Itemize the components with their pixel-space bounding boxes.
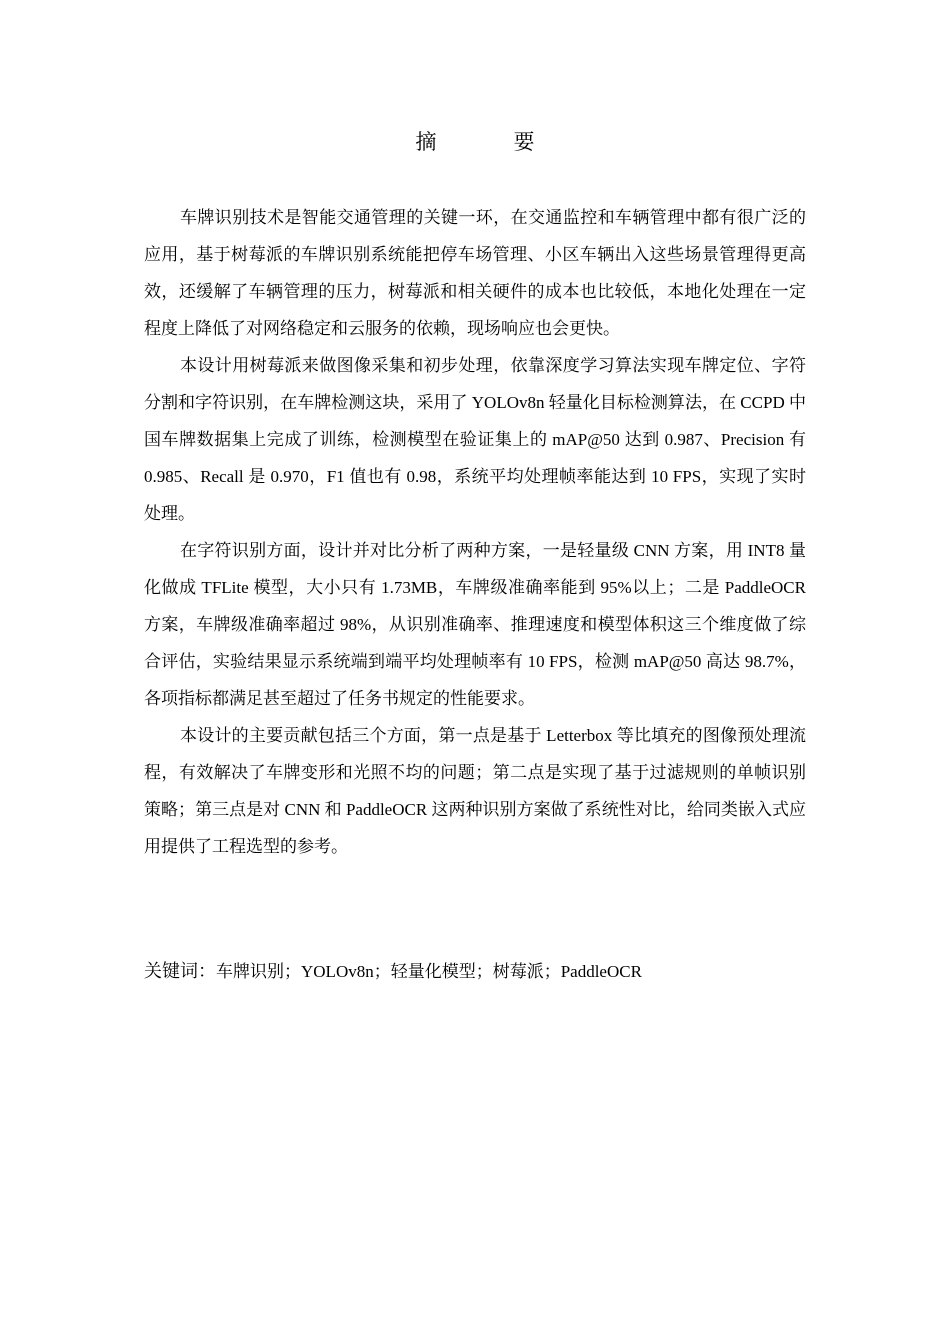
abstract-body	[144, 199, 806, 865]
keywords-label: 关键词：	[144, 961, 216, 982]
abstract-paragraph-1: 车牌识别技术是智能交通管理的关键一环，在交通监控和车辆管理中都有很广泛的应用，基于树莓派的车牌识别系统能把停车场管理、小区车辆出入这些场景管理得更高效，还缓解了车辆管理的压力，树莓派和相关硬件的成本也比较低，本地化处理在一定程度上降低了对网络稳定和云服务的依赖，现场响应也会更快。	[144, 208, 806, 338]
abstract-title: 摘 要	[415, 130, 563, 154]
keywords-text: 车牌识别；YOLOv8n；轻量化模型；树莓派；PaddleOCR	[216, 962, 642, 981]
abstract-paragraph-4: 本设计的主要贡献包括三个方面，第一点是基于 Letterbox 等比填充的图像预处理流程，有效解决了车牌变形和光照不均的问题；第二点是实现了基于过滤规则的单帧识别策略；第三点是对 CNN 和 PaddleOCR 这两种识别方案做了系统性对比，给同类嵌入式应用提供了工程选型的参考。	[144, 726, 806, 856]
abstract-paragraph-2: 本设计用树莓派来做图像采集和初步处理，依靠深度学习算法实现车牌定位、字符分割和字符识别，在车牌检测这块，采用了 YOLOv8n 轻量化目标检测算法，在 CCPD 中国车牌数据集上完成了训练，检测模型在验证集上的 mAP@50 达到 0.987、Precision 有 0.985、Recall 是 0.970，F1 值也有 0.98，系统平均处理帧率能达到 10 FPS，实现了实时处理。	[144, 356, 806, 523]
keywords-line	[144, 955, 806, 989]
abstract-paragraph-3: 在字符识别方面，设计并对比分析了两种方案，一是轻量级 CNN 方案，用 INT8 量化做成 TFLite 模型，大小只有 1.73MB，车牌级准确率能到 95%以上；二是 PaddleOCR 方案，车牌级准确率超过 98%，从识别准确率、推理速度和模型体积这三个维度做了综合评估，实验结果显示系统端到端平均处理帧率有 10 FPS，检测 mAP@50 高达 98.7%，各项指标都满足甚至超过了任务书规定的性能要求。	[144, 541, 806, 708]
